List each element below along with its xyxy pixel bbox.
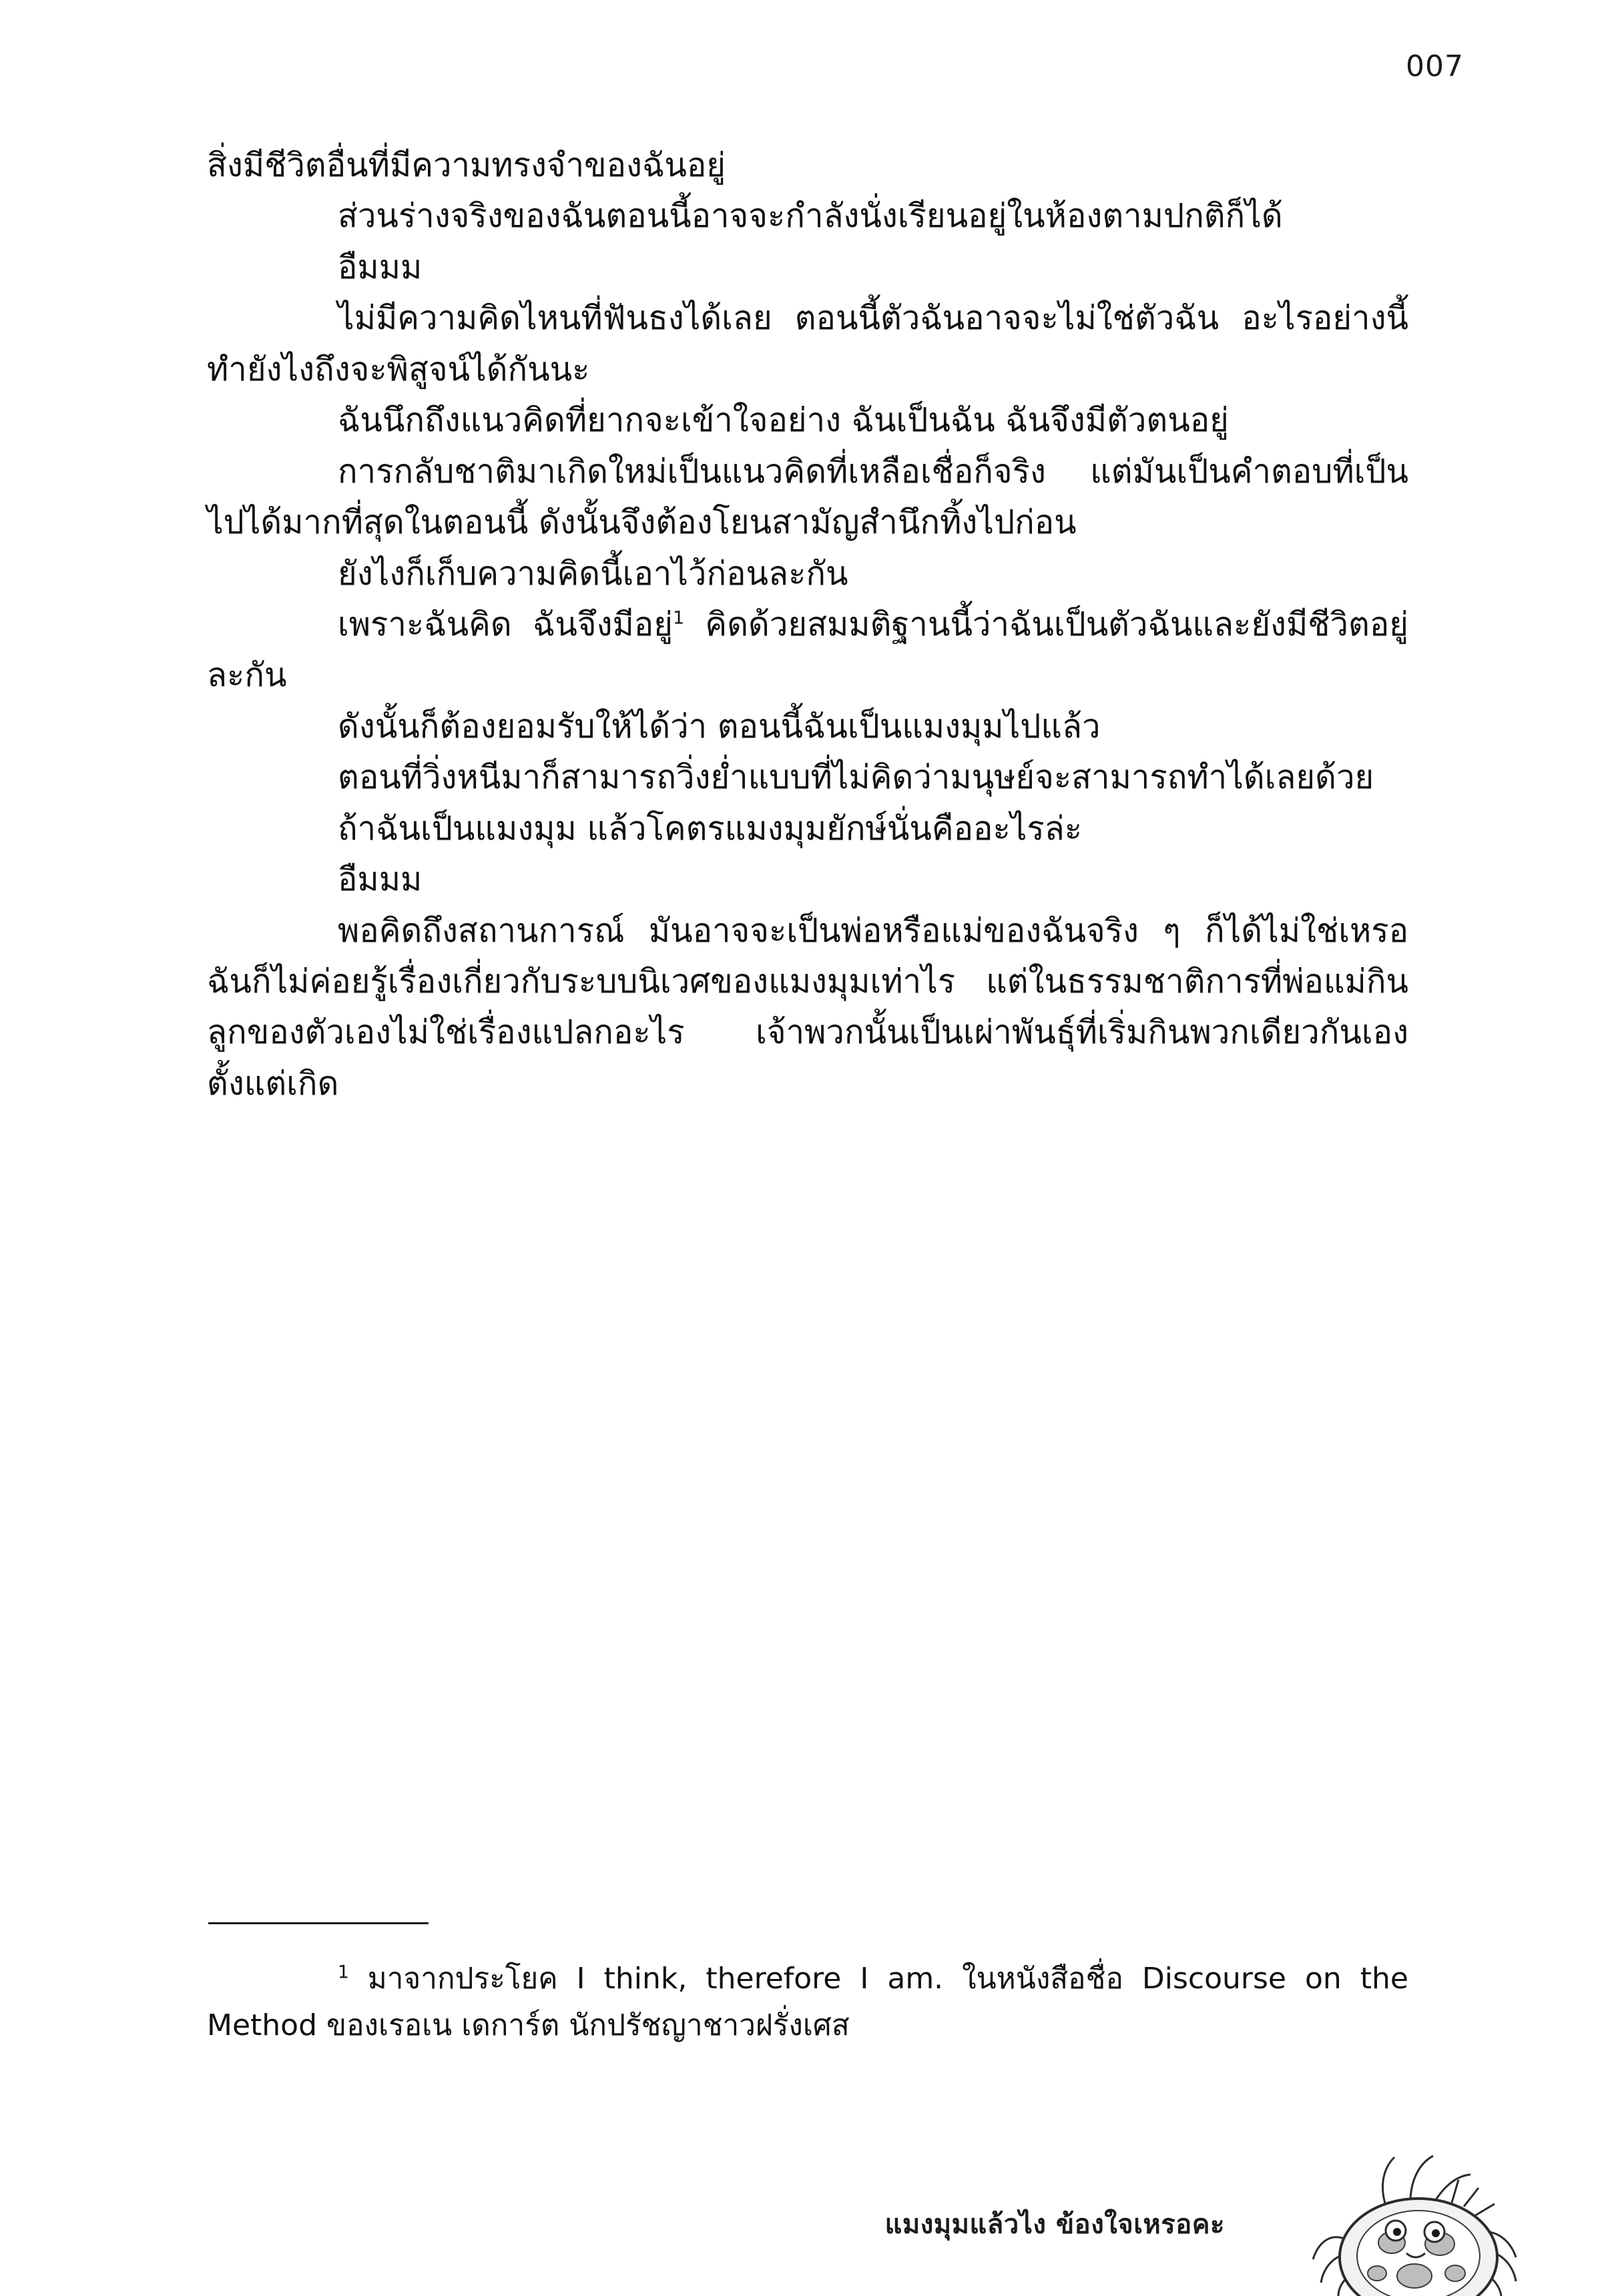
body-text-block — [207, 140, 1408, 1109]
paragraph: พอคิดถึงสถานการณ์ มันอาจจะเป็นพ่อหรือแม่ของฉันจริง ๆ ก็ได้ไม่ใช่เหรอ ฉันก็ไม่ค่อยรู้เรื่องเกี่ยวกับระบบนิเวศของแมงมุมเท่าไร แต่ในธรรมชาติการที่พ่อแม่กินลูกของตัวเองไม่ใช่เรื่องแปลกอะไร เจ้าพวกนั้นเป็นเผ่าพันธุ์ที่เริ่มกินพวกเดียวกันเองตั้งแต่เกิด — [207, 911, 1408, 1103]
paragraph: ดังนั้นก็ต้องยอมรับให้ได้ว่า ตอนนี้ฉันเป็นแมงมุมไปแล้ว — [338, 707, 1101, 746]
page-number: 007 — [1406, 49, 1464, 83]
footnote-block — [207, 1956, 1408, 2050]
paragraph-with-footnote — [207, 599, 1408, 701]
paragraph: ไม่มีความคิดไหนที่ฟันธงได้เลย ตอนนี้ตัวฉันอาจจะไม่ใช่ตัวฉัน อะไรอย่างนี้ ทำยังไงถึงจะพิสูจน์ได้กันนะ — [207, 299, 1408, 388]
footnote-body: มาจากประโยค I think, therefore I am. ในหนังสือชื่อ Discourse on the Method ของเรอเน เดการ์ต นักปรัชญาชาวฝรั่งเศส — [207, 1962, 1408, 2043]
paragraph: อืมมม — [338, 248, 423, 286]
footnote-separator — [208, 1922, 429, 1924]
paragraph: สิ่งมีชีวิตอื่นที่มีความทรงจำของฉันอยู่ — [207, 146, 726, 184]
paragraph: ตอนที่วิ่งหนีมาก็สามารถวิ่งย่ำแบบที่ไม่คิดว่ามนุษย์จะสามารถทำได้เลยด้วย — [338, 758, 1374, 797]
footer-caption: แมงมุมแล้วไง ข้องใจเหรอคะ — [884, 2209, 1225, 2240]
paragraph: ฉันนึกถึงแนวคิดที่ยากจะเข้าใจอย่าง ฉันเป็นฉัน ฉันจึงมีตัวตนอยู่ — [338, 401, 1229, 440]
paragraph: อืมมม — [338, 860, 423, 899]
paragraph-text: เพราะฉันคิด ฉันจึงมีอยู่ — [338, 605, 673, 643]
footnote-text — [207, 1956, 1408, 2050]
paragraph: การกลับชาติมาเกิดใหม่เป็นแนวคิดที่เหลือเชื่อก็จริง แต่มันเป็นคำตอบที่เป็นไปได้มากที่สุดในตอนนี้ ดังนั้นจึงต้องโยนสามัญสำนึกทิ้งไปก่อน — [207, 452, 1408, 542]
paragraph: ถ้าฉันเป็นแมงมุม แล้วโคตรแมงมุมยักษ์นั่นคืออะไรล่ะ — [338, 809, 1083, 848]
paragraph: ส่วนร่างจริงของฉันตอนนี้อาจจะกำลังนั่งเรียนอยู่ในห้องตามปกติก็ได้ — [338, 197, 1283, 236]
paragraph-text-continued: คิดด้วยสมมติฐานนี้ว่าฉันเป็นตัวฉันและยังมีชีวิตอยู่ละกัน — [207, 605, 1408, 695]
footnote-marker: 1 — [338, 1962, 349, 1983]
footnote-reference[interactable]: 1 — [672, 607, 685, 629]
paragraph: ยังไงก็เก็บความคิดนี้เอาไว้ก่อนละกัน — [338, 554, 848, 593]
spider-illustration — [1252, 2076, 1532, 2296]
